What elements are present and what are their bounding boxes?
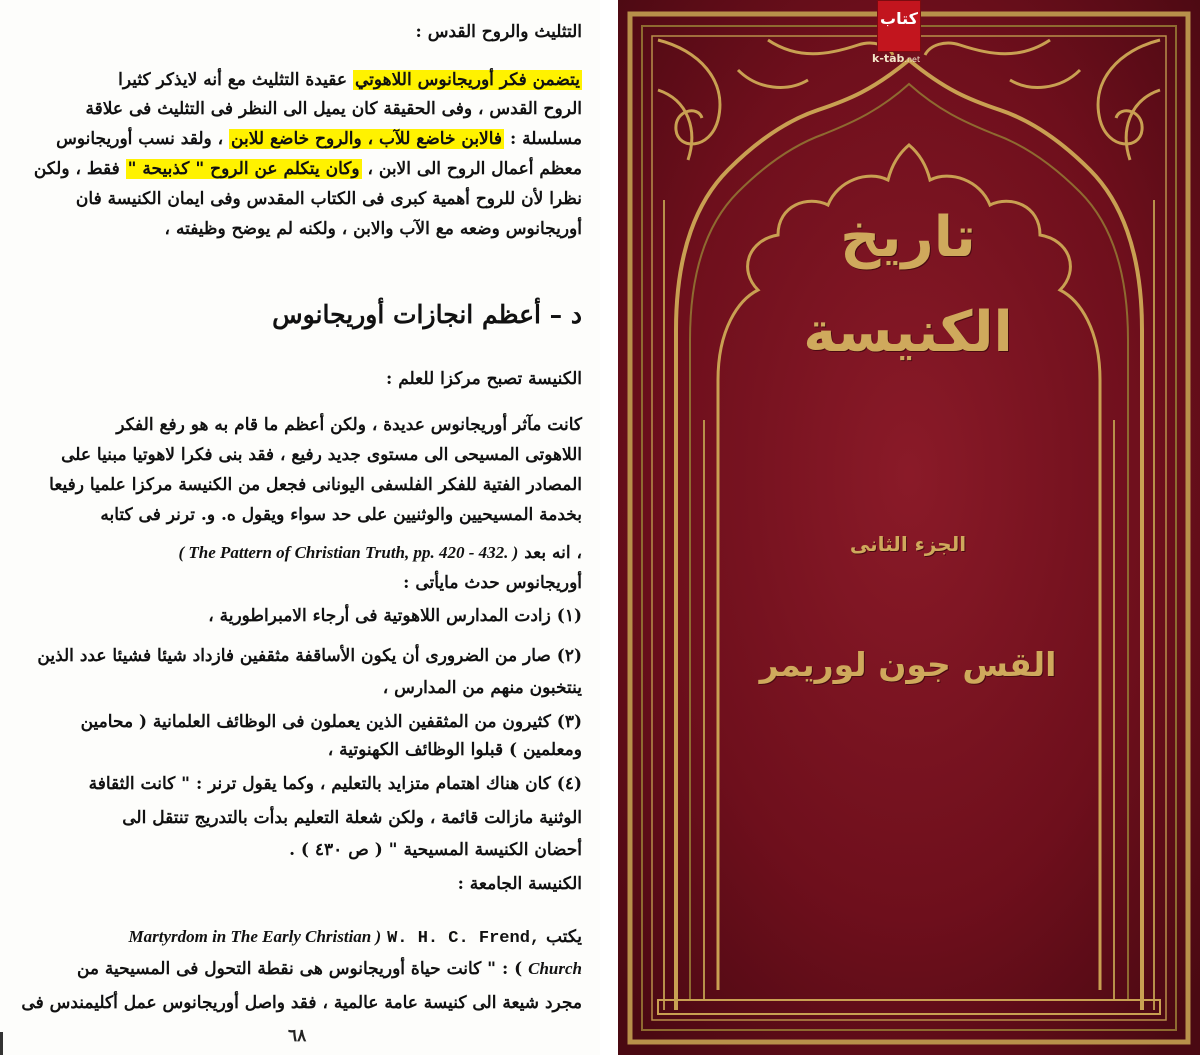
text-line: المصادر الفتية للفكر الفلسفى اليونانى فجعل من الكنيسة مركزا علميا رفيعا [49,475,582,495]
text-span: فقط ، ولكن [33,159,120,179]
section-title-trinity: التثليث والروح القدس : [415,22,582,42]
cover-volume: الجزء الثانى [849,532,967,556]
list-item: (٣) كثيرون من المثقفين الذين يعملون فى الوظائف العلمانية ( محامين [80,712,582,732]
book-cover [618,0,1200,1055]
list-item-continued: الوثنية مازالت قائمة ، ولكن شعلة التعليم بدأت بالتدريج تنتقل الى [122,808,582,828]
cover-title-line-2: الكنيسة [803,300,1013,365]
text-span: معظم أعمال الروح الى الابن ، [367,159,582,179]
list-item-continued: ومعلمين ) قبلوا الوظائف الكهنوتية ، [327,740,582,760]
logo-tld-text: .net [904,55,921,64]
list-item: (٤) كان هناك اهتمام متزايد بالتعليم ، وكما يقول ترنر : " كانت الثقافة [88,774,582,794]
list-item: (٢) صار من الضرورى أن يكون الأساقفة مثقفين فازداد شيئا فشيئا عدد الذين [37,646,582,666]
text-line [77,957,582,981]
publisher-site [872,52,920,65]
text-span: عقيدة التثليث مع أنه لايذكر كثيرا [118,70,348,90]
book-title: Church [528,959,582,978]
text-line: أوريجانوس وضعه مع الآب والابن ، ولكنه لم يوضح وظيفته ، [164,219,582,239]
highlighted-text: وكان يتكلم عن الروح " كذبيحة " [127,159,360,179]
subsection-title: الكنيسة تصبح مركزا للعلم : [386,369,582,389]
highlighted-text: يتضمن فكر أوريجانوس اللاهوتي [354,70,580,90]
list-item-continued: أحضان الكنيسة المسيحية " ( ص ٤٣٠ ) . [289,840,582,860]
text-span: ، انه بعد [524,543,582,563]
highlighted-text: فالابن خاضع للآب ، والروح خاضع للابن [231,129,503,149]
text-line [56,127,582,151]
text-line: اللاهوتى المسيحى الى مستوى جديد رفيع ، فقد بنى فكرا لاهوتيا مبنيا على [61,445,582,465]
publisher-logo [877,0,921,52]
text-span: مسلسلة : [509,129,582,149]
text-span: ، ولقد نسب أوريجانوس [56,129,224,149]
book-title: Martyrdom in The Early Christian ) [128,927,382,946]
cover-background [618,0,1200,1055]
author-name: W. H. C. Frend, [387,929,541,948]
text-span: يكتب [546,927,582,947]
list-item: (١) زادت المدارس اللاهوتية فى أرجاء الامبراطورية ، [208,606,582,626]
text-line [118,68,582,92]
section-heading: د – أعظم انجازات أوريجانوس [272,300,582,329]
text-line: نظرا لأن للروح أهمية كبرى فى الكتاب المقدس وفى ايمان الكنيسة فان [75,189,582,209]
citation: ( The Pattern of Christian Truth, pp. 420 - 432. ) [178,543,519,562]
text-span: ) : " كانت حياة أوريجانوس هى نقطة التحول فى المسيحية من [76,959,523,979]
text-line [128,925,582,951]
text-line [178,541,582,565]
text-line: بخدمة المسيحيين والوثنيين على حد سواء ويقول ه. و. ترنر فى كتابه [100,505,582,525]
scan-edge [0,1032,3,1055]
cover-title-line-1: تاريخ [840,205,976,270]
subsection-title: الكنيسة الجامعة : [457,874,582,894]
cover-artwork [618,0,1200,1055]
page-number: ٦٨ [288,1026,307,1046]
logo-glyph: كتاب [880,9,918,28]
logo-site-text: k-tab [872,52,905,65]
text-line: الروح القدس ، وفى الحقيقة كان يميل الى النظر فى التثليث فى علاقة [85,99,582,119]
text-line: كانت مآثر أوريجانوس عديدة ، ولكن أعظم ما قام به هو رفع الفكر [116,415,582,435]
text-line: أوريجانوس حدث مايأتى : [403,573,582,593]
list-item-continued: ينتخبون منهم من المدارس ، [382,678,582,698]
text-line [34,157,582,181]
text-line: مجرد شيعة الى كنيسة عامة عالمية ، فقد واصل أوريجانوس عمل أكليمندس فى [21,993,582,1013]
cover-author: القس جون لوريمر [759,645,1057,684]
